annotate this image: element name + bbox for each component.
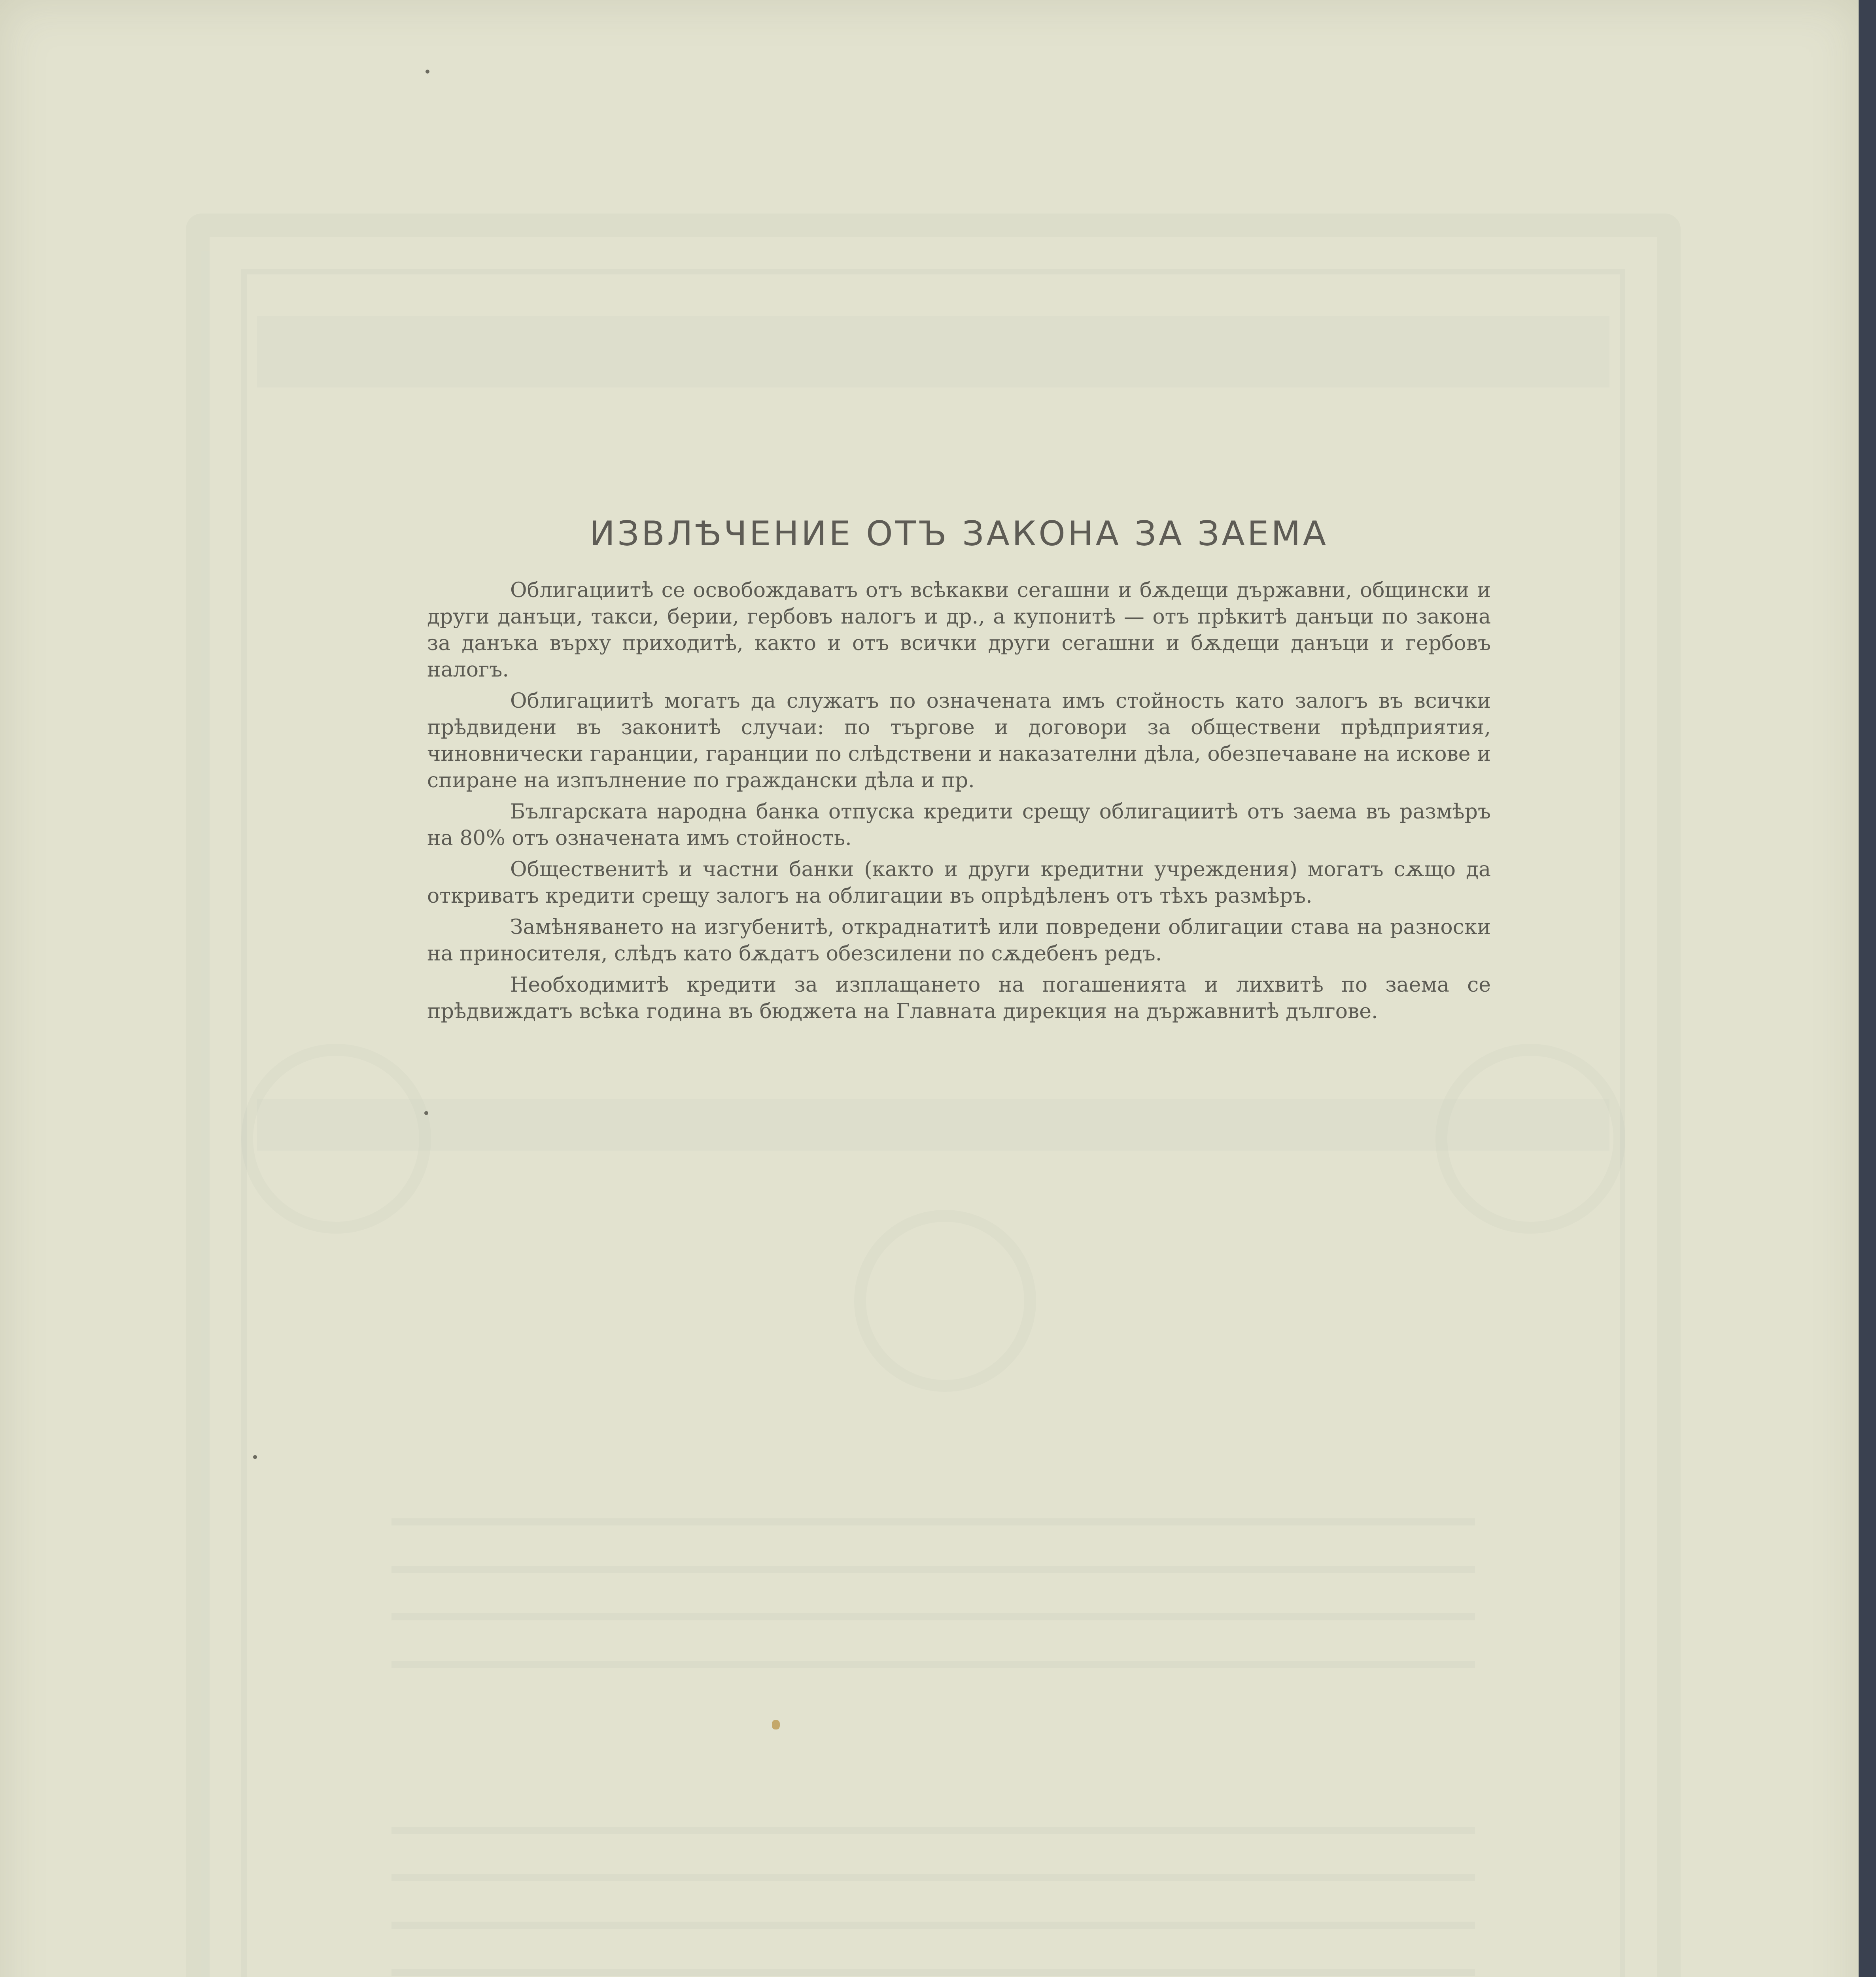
paragraph-private-banks: Общественитѣ и частни банки (както и други кредитни учреждения) могатъ сѫщо да откриватъ кредити срещу залогъ на облигации въ опрѣдѣленъ отъ тѣхъ размѣръ. xyxy=(427,858,1491,908)
show-through-text-line xyxy=(391,1518,1475,1525)
show-through-text-line xyxy=(391,1874,1475,1881)
paper-speck xyxy=(253,1455,257,1459)
paper-stain xyxy=(772,1720,780,1729)
show-through-text-line xyxy=(391,1613,1475,1620)
show-through-left-rosette xyxy=(241,1044,431,1234)
show-through-text-line xyxy=(391,1922,1475,1929)
show-through-header-band xyxy=(257,316,1609,387)
show-through-text-line xyxy=(391,1661,1475,1668)
show-through-certificate xyxy=(186,214,1681,1977)
show-through-text-line xyxy=(391,1827,1475,1834)
show-through-text-line xyxy=(391,1566,1475,1573)
document-title: ИЗВЛѢЧЕНИЕ ОТЪ ЗАКОНА ЗА ЗАЕМА xyxy=(589,514,1329,554)
paragraph-tax-exemption: Облигациитѣ се освобождаватъ отъ всѣкакви сегашни и бѫдещи държавни, общински и други данъци, такси, берии, гербовъ налогъ и др., а купонитѣ — отъ прѣкитѣ данъци по закона за данъка върху приходитѣ, както и отъ всички други сегашни и бѫдещи данъци и гербовъ налогъ. xyxy=(427,578,1491,682)
paragraph-collateral: Облигациитѣ могатъ да служатъ по означената имъ стойность като залогъ въ всички прѣдвидени въ законитѣ случаи: по търгове и договори за обществени прѣдприятия, чиновнически гаранции, гаранции по слѣдствени и наказателни дѣла, обезпечаване на искове и спиране на изпълнение по граждански дѣла и пр. xyxy=(427,689,1491,792)
paragraph-national-bank-credit: Българската народна банка отпуска кредити срещу облигациитѣ отъ заема въ размѣръ на 80% отъ означената имъ стойность. xyxy=(427,800,1491,850)
paragraph-replacement: Замѣняването на изгубенитѣ, откраднатитѣ или повредени облигации става на разноски на приносителя, слѣдъ като бѫдатъ обезсилени по сѫдебенъ редъ. xyxy=(427,915,1491,966)
show-through-text-line xyxy=(391,1969,1475,1976)
paper-speck xyxy=(424,1111,428,1115)
law-extract xyxy=(427,514,1491,1030)
show-through-value-band xyxy=(257,1099,1609,1151)
show-through-center-seal xyxy=(854,1210,1036,1392)
paper-speck xyxy=(426,70,429,74)
show-through-right-rosette xyxy=(1435,1044,1625,1234)
scan-border-right xyxy=(1859,0,1876,1977)
paragraph-budget: Необходимитѣ кредити за изплащането на погашенията и лихвитѣ по заема се прѣдвиждатъ всѣка година въ бюджета на Главната дирекция на държавнитѣ дългове. xyxy=(427,973,1491,1023)
